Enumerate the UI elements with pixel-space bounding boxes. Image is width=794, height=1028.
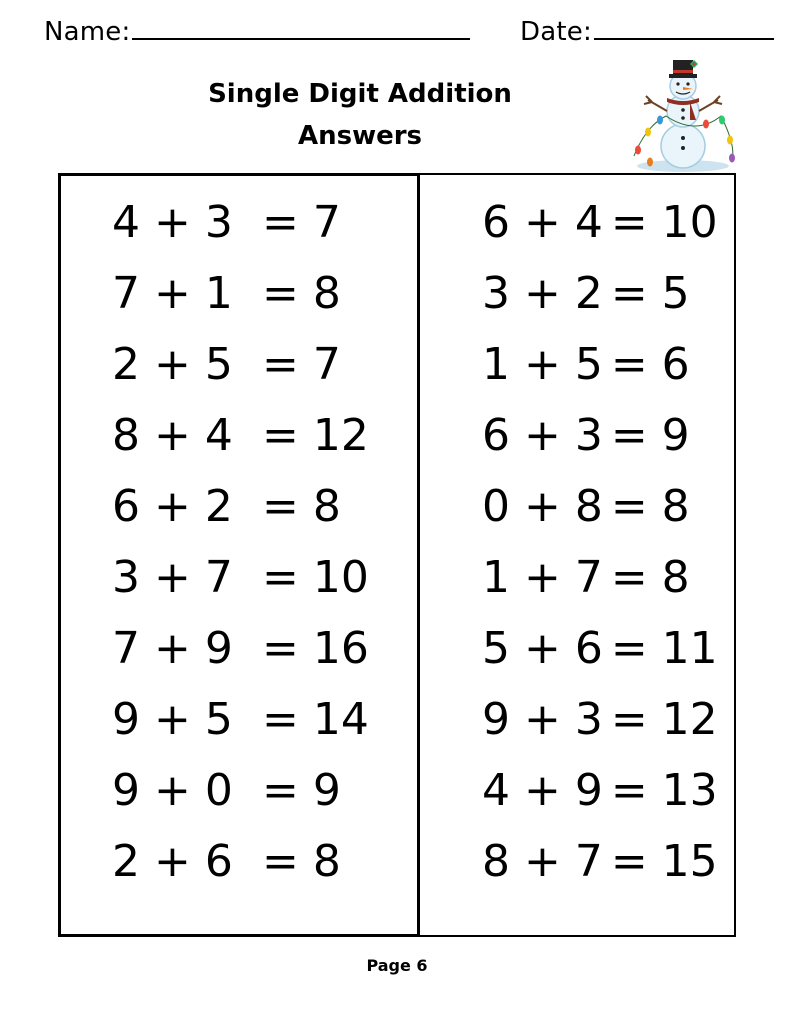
date-field: [520, 14, 774, 50]
equation-problem: 9 + 3: [482, 693, 603, 745]
equation-problem: 9 + 5: [112, 693, 233, 745]
equation-problem: 2 + 5: [112, 338, 233, 390]
equation-answer: = 16: [262, 622, 369, 674]
equation-row: [112, 618, 369, 678]
equation-row: [482, 405, 690, 465]
equation-answer: = 8: [610, 551, 690, 603]
equation-row: [482, 760, 718, 820]
date-label: Date:: [520, 17, 592, 47]
equation-row: [112, 334, 341, 394]
equation-problem: 6 + 4: [482, 196, 603, 248]
equation-row: [482, 618, 718, 678]
equation-problem: 7 + 9: [112, 622, 233, 674]
equation-answer: = 12: [610, 693, 718, 745]
equation-problem: 4 + 9: [482, 764, 603, 816]
equation-answer: = 5: [610, 267, 690, 319]
name-blank-line: [132, 38, 470, 40]
equation-row: [112, 689, 369, 749]
equation-answer: = 6: [610, 338, 690, 390]
equation-problem: 8 + 4: [112, 409, 233, 461]
equation-answer: = 12: [262, 409, 369, 461]
equation-row: [112, 760, 341, 820]
equation-row: [112, 263, 341, 323]
name-field: [44, 14, 470, 50]
equation-answer: = 7: [262, 338, 341, 390]
equation-answer: = 8: [262, 267, 341, 319]
equation-problem: 7 + 1: [112, 267, 233, 319]
equation-problem: 2 + 6: [112, 835, 233, 887]
equation-row: [112, 831, 341, 891]
equation-row: [482, 831, 718, 891]
equation-answer: = 8: [262, 835, 341, 887]
worksheet-subtitle: Answers: [297, 121, 423, 151]
equation-problem: 5 + 6: [482, 622, 603, 674]
equation-answer: = 7: [262, 196, 341, 248]
equation-problem: 1 + 7: [482, 551, 603, 603]
equation-answer: = 14: [262, 693, 369, 745]
equation-problem: 0 + 8: [482, 480, 603, 532]
equation-answer: = 13: [610, 764, 718, 816]
equation-problem: 6 + 2: [112, 480, 233, 532]
equation-row: [112, 405, 369, 465]
worksheet-title: Single Digit Addition: [208, 79, 512, 109]
equation-problem: 8 + 7: [482, 835, 603, 887]
equation-problem: 3 + 2: [482, 267, 603, 319]
equation-row: [482, 476, 690, 536]
equation-problem: 6 + 3: [482, 409, 603, 461]
equation-answer: = 9: [610, 409, 690, 461]
equation-answer: = 9: [262, 764, 341, 816]
date-blank-line: [594, 38, 774, 40]
page-number: Page 6: [366, 956, 428, 975]
equation-answer: = 10: [610, 196, 718, 248]
equation-problem: 9 + 0: [112, 764, 233, 816]
equation-answer: = 8: [610, 480, 690, 532]
equation-answer: = 10: [262, 551, 369, 603]
equation-row: [482, 689, 718, 749]
equation-problem: 1 + 5: [482, 338, 603, 390]
equation-problem: 3 + 7: [112, 551, 233, 603]
snowman-icon: [626, 56, 740, 174]
equation-answer: = 11: [610, 622, 718, 674]
equation-row: [112, 192, 341, 252]
equation-row: [482, 334, 690, 394]
equation-answer: = 15: [610, 835, 718, 887]
equation-problem: 4 + 3: [112, 196, 233, 248]
equation-row: [112, 476, 341, 536]
equation-row: [482, 547, 690, 607]
equation-row: [482, 192, 718, 252]
name-label: Name:: [44, 17, 131, 47]
equation-row: [112, 547, 369, 607]
equation-row: [482, 263, 690, 323]
equation-answer: = 8: [262, 480, 341, 532]
